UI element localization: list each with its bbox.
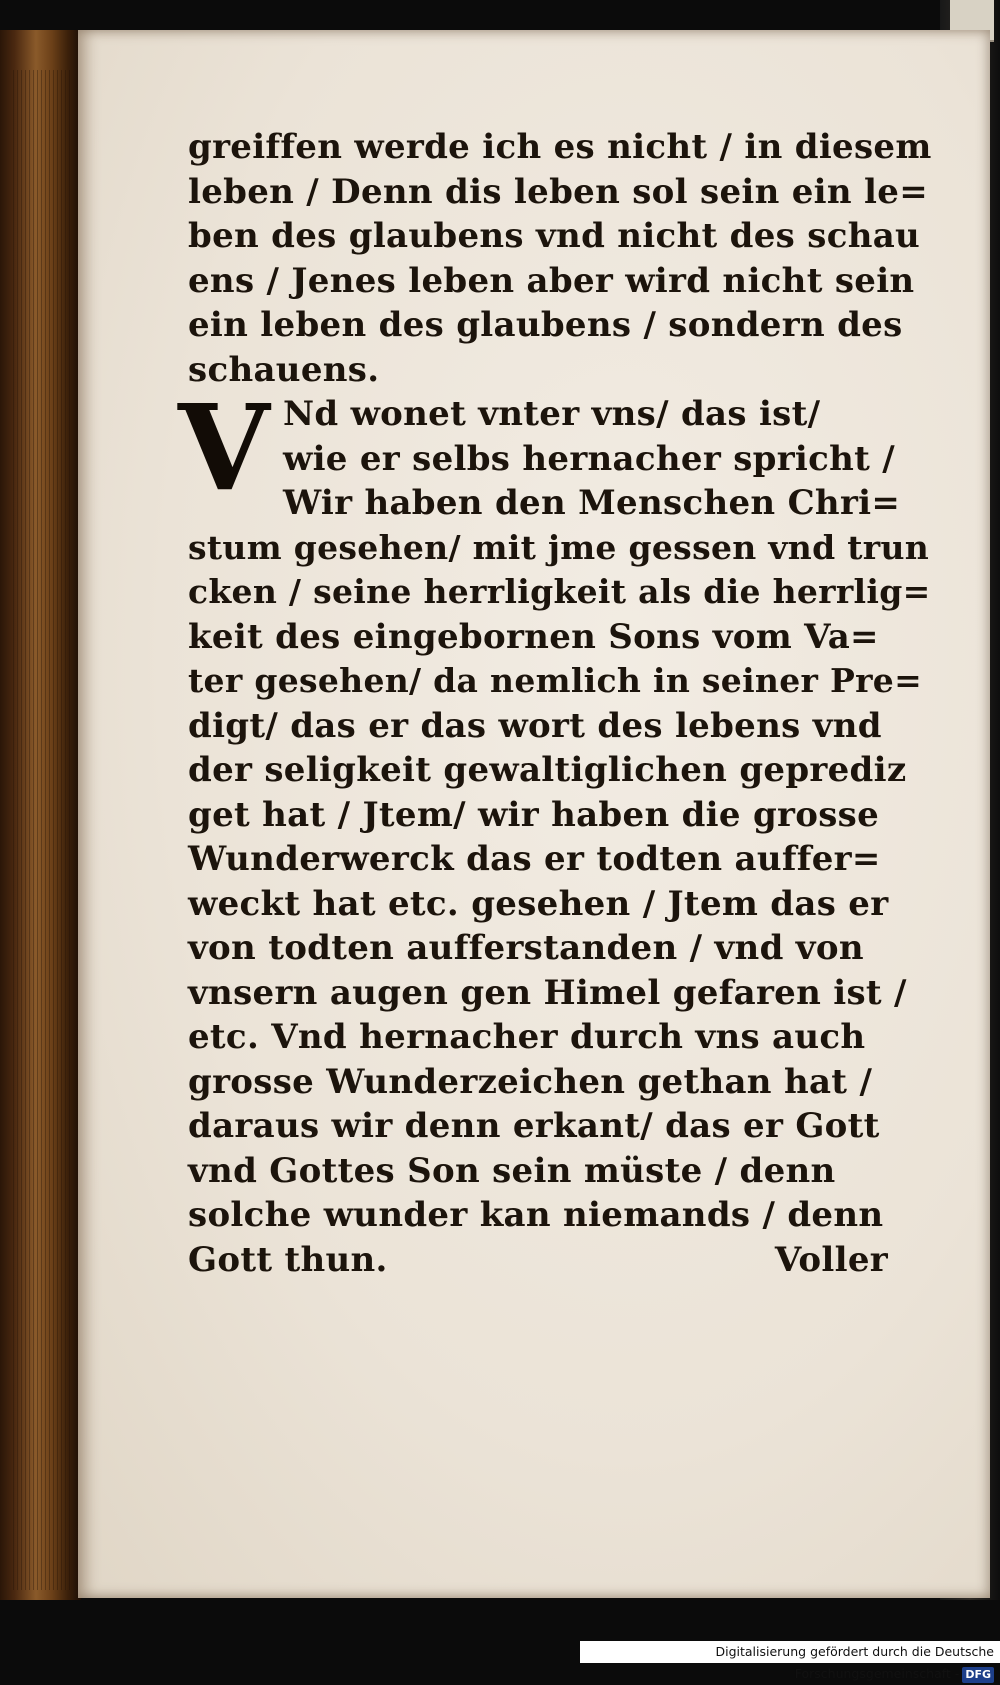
- text-line: greiffen werde ich es nicht / in diesem: [188, 127, 932, 167]
- text-line: daraus wir denn erkant/ das er Gott: [188, 1106, 880, 1146]
- page-text: [188, 125, 933, 1282]
- text-line: grosse Wunderzeichen gethan hat /: [188, 1061, 873, 1102]
- decorated-initial: V: [178, 378, 270, 517]
- digitization-credit: [580, 1641, 1000, 1681]
- text-line: keit des eingebornen Sons vom Va=: [188, 616, 879, 657]
- text-line: leben / Denn dis leben sol sein ein le=: [188, 171, 928, 212]
- text-line: weckt hat etc. gesehen / Jtem das er: [188, 883, 889, 924]
- text-line: der seligkeit gewaltiglichen geprediz: [188, 750, 907, 790]
- text-line: solche wunder kan niemands / denn: [188, 1195, 884, 1235]
- text-line: ter gesehen/ da nemlich in seiner Pre=: [188, 661, 923, 700]
- catchword: Voller: [774, 1239, 888, 1280]
- text-line: Wir haben den Menschen Chri=: [283, 483, 901, 523]
- text-line: digt/ das er das wort des lebens vnd: [188, 705, 882, 746]
- final-text: Gott thun.: [188, 1239, 388, 1280]
- text-line: etc. Vnd hernacher durch vns auch: [188, 1017, 866, 1057]
- text-line: schauens.: [188, 349, 380, 390]
- final-line: [188, 1238, 888, 1283]
- page-edges: [10, 70, 70, 1590]
- text-line: vnd Gottes Son sein müste / denn: [188, 1150, 836, 1191]
- text-line: get hat / Jtem/ wir haben die grosse: [188, 794, 880, 835]
- text-line: wie er selbs hernacher spricht /: [283, 438, 896, 479]
- text-line: stum gesehen/ mit jme gessen vnd trun: [188, 527, 930, 567]
- text-line: von todten aufferstanden / vnd von: [188, 928, 864, 968]
- text-line: cken / seine herrligkeit als die herrlig=: [188, 572, 931, 611]
- text-line: Nd wonet vnter vns/ das ist/: [283, 394, 821, 434]
- text-line: ein leben des glaubens / sondern des: [188, 305, 903, 345]
- text-line: Wunderwerck das er todten auffer=: [188, 839, 881, 879]
- text-line: vnsern augen gen Himel gefaren ist /: [188, 972, 907, 1013]
- book-fore-edge: [0, 30, 81, 1600]
- text-line: ben des glaubens vnd nicht des schau: [188, 216, 921, 256]
- credit-text: Digitalisierung gefördert durch die Deutsche Forschungsgemeinschaft -: [715, 1644, 994, 1681]
- text-line: ens / Jenes leben aber wird nicht sein: [188, 260, 915, 301]
- dfg-logo: DFG: [962, 1667, 994, 1683]
